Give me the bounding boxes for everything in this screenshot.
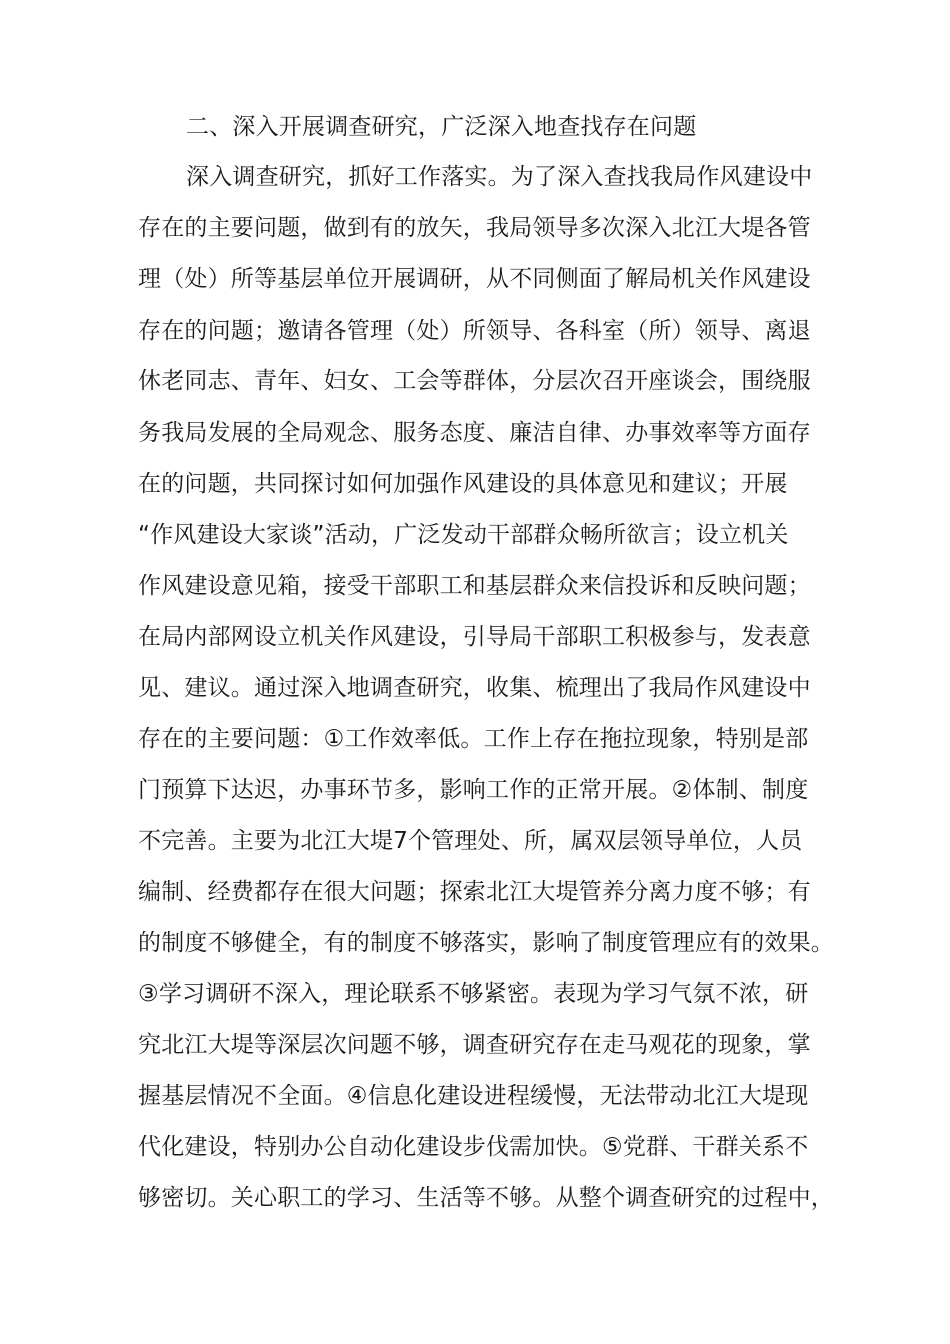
- paragraph-line: 深入调查研究，抓好工作落实。为了深入查找我局作风建设中: [186, 164, 813, 190]
- paragraph-line: 务我局发展的全局观念、服务态度、廉洁自律、办事效率等方面存: [138, 420, 811, 446]
- paragraph-line: 在的问题，共同探讨如何加强作风建设的具体意见和建议；开展: [138, 471, 788, 497]
- paragraph-line: 究北江大堤等深层次问题不够，调查研究存在走马观花的现象，掌: [138, 1032, 811, 1058]
- paragraph-line: 在局内部网设立机关作风建设，引导局干部职工积极参与，发表意: [138, 624, 811, 650]
- paragraph-line: 理（处）所等基层单位开展调研，从不同侧面了解局机关作风建设: [138, 266, 811, 292]
- paragraph-line: 代化建设，特别办公自动化建设步伐需加快。⑤党群、干群关系不: [138, 1134, 809, 1160]
- paragraph-line: “作风建设大家谈”活动，广泛发动干部群众畅所欲言；设立机关: [138, 522, 789, 548]
- section-heading: 二、深入开展调查研究，广泛深入地查找存在问题: [186, 114, 697, 140]
- paragraph-line: 存在的问题；邀请各管理（处）所领导、各科室（所）领导、离退: [138, 318, 811, 344]
- paragraph-line: 休老同志、青年、妇女、工会等群体，分层次召开座谈会，围绕服: [138, 368, 811, 394]
- paragraph-line: 作风建设意见箱，接受干部职工和基层群众来信投诉和反映问题；: [138, 573, 811, 599]
- paragraph-line: 编制、经费都存在很大问题；探索北江大堤管养分离力度不够；有: [138, 879, 811, 905]
- paragraph-line: 门预算下达迟，办事环节多，影响工作的正常开展。②体制、制度: [138, 777, 809, 803]
- paragraph-line: 够密切。关心职工的学习、生活等不够。从整个调查研究的过程中，: [138, 1185, 834, 1211]
- paragraph-line: 不完善。主要为北江大堤7个管理处、所，属双层领导单位，人员: [138, 828, 803, 854]
- paragraph-line: 的制度不够健全，有的制度不够落实，影响了制度管理应有的效果。: [138, 930, 834, 956]
- paragraph-line: 存在的主要问题：①工作效率低。工作上存在拖拉现象，特别是部: [138, 726, 809, 752]
- paragraph-line: 存在的主要问题，做到有的放矢，我局领导多次深入北江大堤各管: [138, 215, 811, 241]
- paragraph-line: 见、建议。通过深入地调查研究，收集、梳理出了我局作风建设中: [138, 675, 811, 701]
- paragraph-line: ③学习调研不深入，理论联系不够紧密。表现为学习气氛不浓，研: [138, 981, 809, 1007]
- paragraph-line: 握基层情况不全面。④信息化建设进程缓慢，无法带动北江大堤现: [138, 1083, 809, 1109]
